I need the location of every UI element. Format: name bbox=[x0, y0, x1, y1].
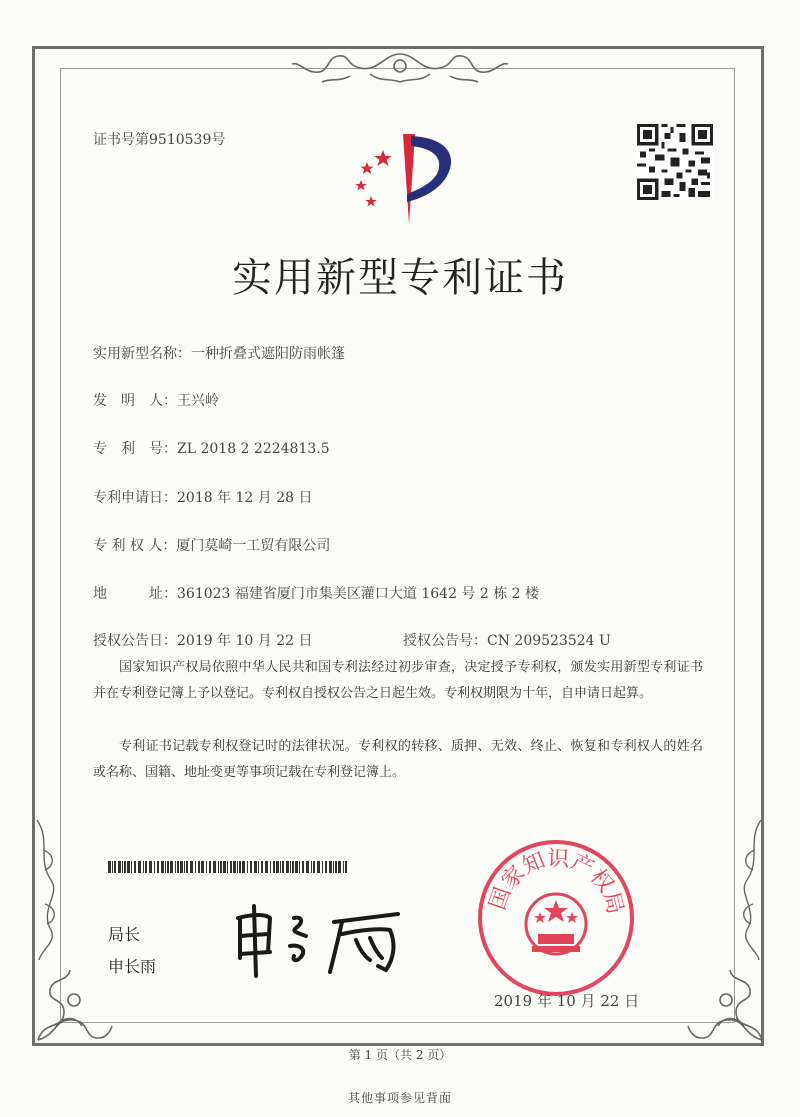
bottom-right-ornament bbox=[686, 960, 766, 1046]
body-paragraph-2: 专利证书记载专利权登记时的法律状况。专利权的转移、质押、无效、终止、恢复和专利权人的姓名或名称、国籍、地址变更等事项记载在专利登记簿上。 bbox=[93, 739, 703, 780]
field-value: ZL 2018 2 2224813.5 bbox=[177, 441, 330, 457]
field-patentee bbox=[93, 535, 330, 555]
field-label: 发 明 人： bbox=[93, 393, 177, 409]
field-label: 地 址： bbox=[93, 586, 177, 602]
bottom-left-ornament bbox=[34, 960, 114, 1046]
certificate-number: 证书号第9510539号 bbox=[93, 132, 226, 148]
seal-date: 2019 年 10 月 22 日 bbox=[494, 992, 640, 1010]
cnipa-logo-icon bbox=[345, 128, 465, 228]
certificate-title: 实用新型专利证书 bbox=[232, 255, 568, 301]
field-label: 实用新型名称： bbox=[93, 346, 191, 362]
field-filing-date bbox=[93, 487, 313, 507]
field-value: 一种折叠式遮阳防雨帐篷 bbox=[191, 346, 345, 362]
field-value: CN 209523524 U bbox=[487, 633, 611, 649]
field-address bbox=[93, 583, 539, 603]
director-title: 局长 bbox=[108, 925, 141, 944]
field-label: 授权公告日： bbox=[93, 633, 177, 649]
field-label: 专 利 号： bbox=[93, 441, 177, 457]
field-value: 2018 年 12 月 28 日 bbox=[177, 490, 313, 506]
back-note: 其他事项参见背面 bbox=[347, 1091, 452, 1105]
left-ornament bbox=[33, 820, 63, 960]
field-inventor bbox=[93, 390, 219, 410]
field-value: 厦门莫崎一工贸有限公司 bbox=[176, 538, 331, 554]
seal-text: 国家知识产权局 bbox=[485, 846, 628, 917]
qr-code-icon bbox=[637, 124, 713, 200]
page-indicator: 第 1 页（共 2 页） bbox=[348, 1048, 452, 1062]
field-label: 授权公告号： bbox=[403, 633, 487, 649]
field-grant-date bbox=[93, 630, 313, 650]
field-value: 361023 福建省厦门市集美区灌口大道 1642 号 2 栋 2 楼 bbox=[177, 586, 540, 602]
right-ornament bbox=[735, 820, 765, 960]
field-value: 2019 年 10 月 22 日 bbox=[177, 633, 313, 649]
body-paragraph-1: 国家知识产权局依照中华人民共和国专利法经过初步审查，决定授予专利权，颁发实用新型专利证书并在专利登记簿上予以登记。专利权自授权公告之日起生效。专利权期限为十年，自申请日起算。 bbox=[93, 660, 703, 701]
director-name: 申长雨 bbox=[108, 957, 157, 976]
field-value: 王兴岭 bbox=[177, 393, 219, 409]
field-utility-name bbox=[93, 343, 345, 363]
official-seal bbox=[476, 838, 636, 998]
director-signature bbox=[230, 900, 410, 980]
barcode-icon bbox=[108, 861, 348, 873]
field-grant-number bbox=[403, 630, 611, 650]
top-ornament bbox=[290, 48, 510, 88]
field-patent-number bbox=[93, 438, 330, 458]
field-label: 专利申请日： bbox=[93, 490, 177, 506]
field-label: 专 利 权 人： bbox=[93, 538, 177, 554]
